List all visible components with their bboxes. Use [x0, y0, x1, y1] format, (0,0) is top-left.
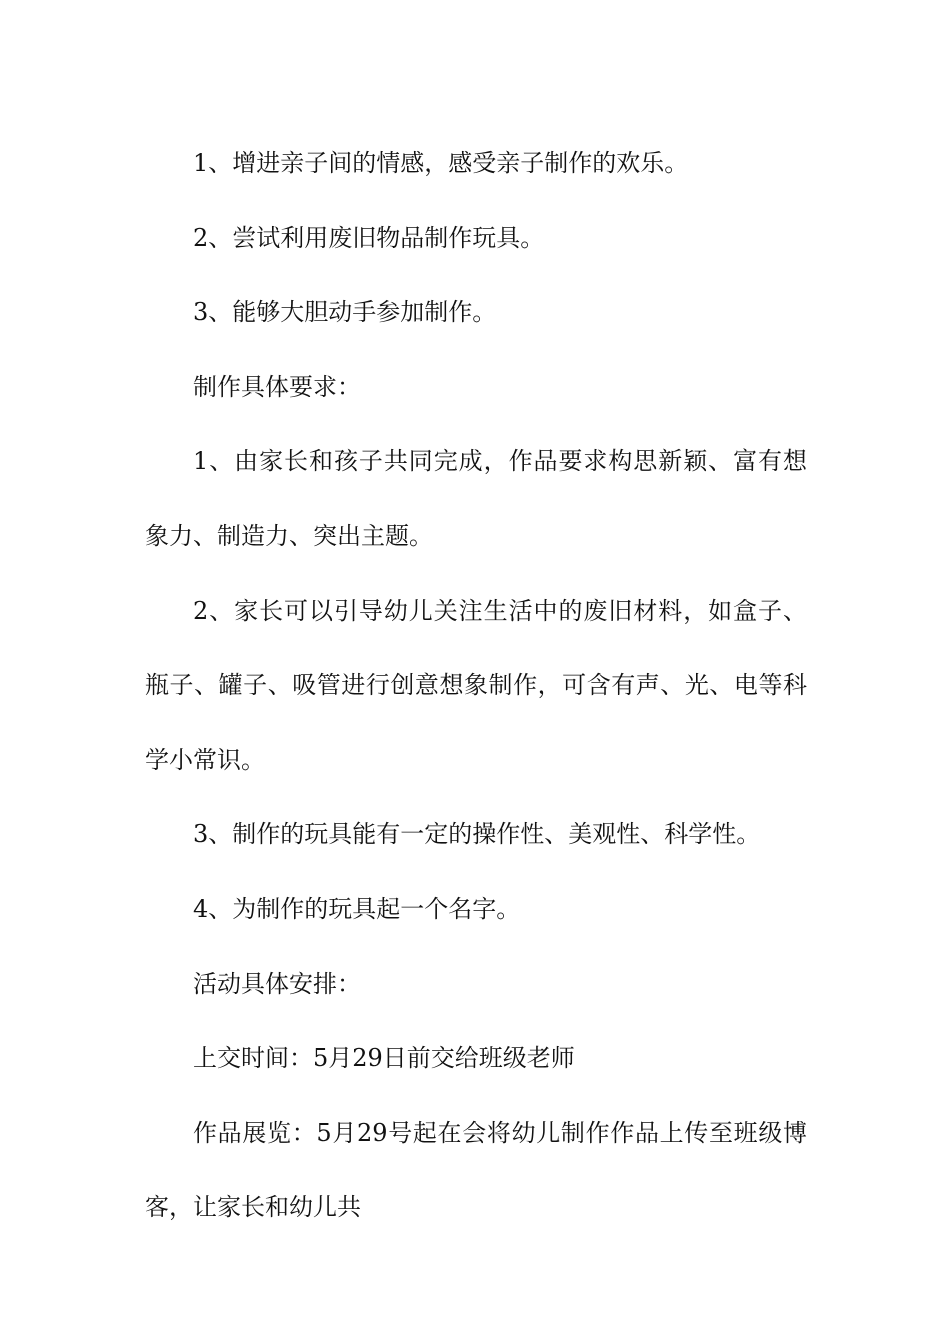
goal-paragraph-1: 1、增进亲子间的情感，感受亲子制作的欢乐。 [193, 149, 689, 177]
schedule-heading: 活动具体安排： [193, 969, 361, 998]
requirement-paragraph-3: 3、制作的玩具能有一定的操作性、美观性、科学性。 [193, 820, 761, 849]
requirement-paragraph-1: 1、由家长和孩子共同完成，作品要求构思新颖、富有想象力、制造力、突出主题。 [145, 447, 807, 550]
requirements-heading: 制作具体要求： [193, 372, 361, 401]
goal-paragraph-2: 2、尝试利用废旧物品制作玩具。 [193, 223, 545, 252]
requirement-paragraph-2: 2、家长可以引导幼儿关注生活中的废旧材料，如盒子、瓶子、罐子、吸管进行创意想象制作，可含有声、光、电等科学小常识。 [145, 596, 807, 774]
document-body [145, 126, 807, 1245]
goal-paragraph-3: 3、能够大胆动手参加制作。 [193, 298, 497, 327]
requirement-paragraph-4: 4、为制作的玩具起一个名字。 [193, 894, 521, 923]
exhibition-paragraph: 作品展览：5月29号起在会将幼儿制作作品上传至班级博客，让家长和幼儿共 [145, 1118, 807, 1222]
submission-time-paragraph: 上交时间：5月29日前交给班级老师 [193, 1044, 575, 1073]
